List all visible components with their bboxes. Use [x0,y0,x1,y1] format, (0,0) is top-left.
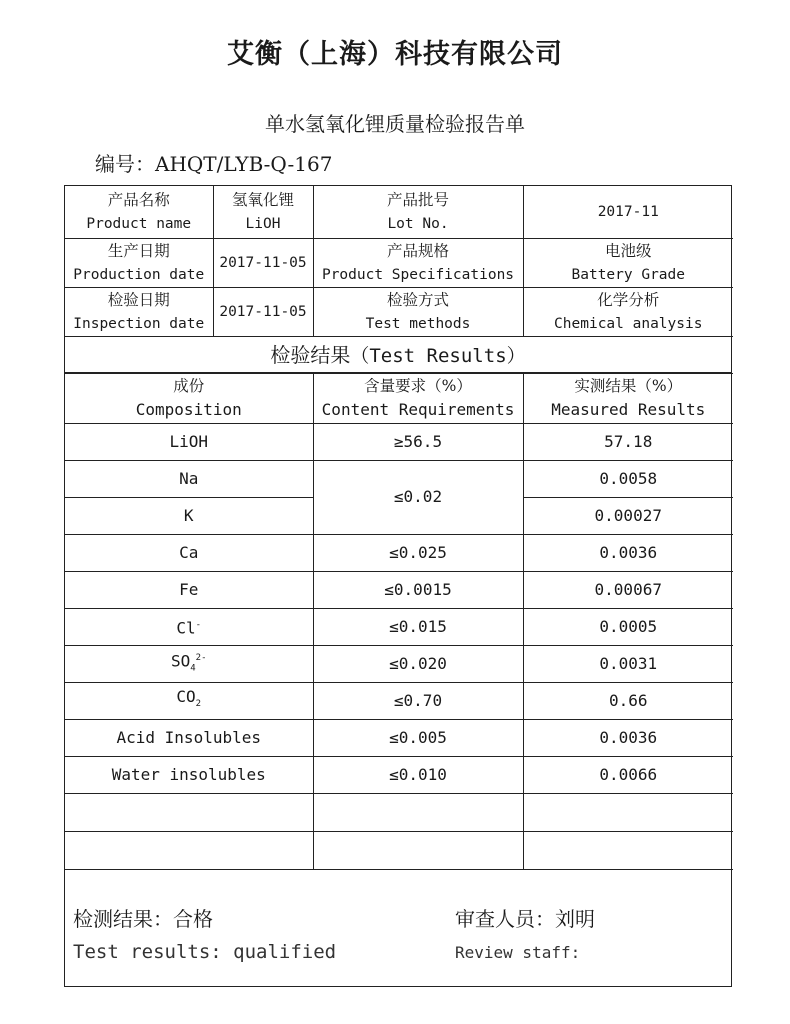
requirement-cell: ≤0.015 [313,608,523,645]
specification-label: 产品规格 Product Specifications [313,238,523,287]
table-row [65,534,733,571]
composition-cell: $SO_4^{2-}$ [65,645,313,682]
table-row [65,571,733,608]
product-name-value: 氢氧化锂 LiOH [213,186,313,238]
requirement-cell: ≥56.5 [313,423,523,460]
requirement-header: 含量要求（%） Content Requirements [313,373,523,423]
requirement-cell: ≤0.0015 [313,571,523,608]
inspection-report-sheet [64,185,732,987]
lot-number-label: 产品批号 Lot No. [313,186,523,238]
composition-cell: Cl- [65,608,313,645]
table-row [65,460,733,497]
specification-value: 电池级 Battery Grade [523,238,733,287]
measured-cell: 0.0031 [523,645,733,682]
empty-row [65,793,733,831]
test-method-value: 化学分析 Chemical analysis [523,287,733,336]
empty-row [65,831,733,869]
composition-cell: Acid Insolubles [65,719,313,756]
requirement-cell: ≤0.010 [313,756,523,793]
results-header-row [65,373,733,423]
measured-cell: 0.0036 [523,534,733,571]
test-result-en: Test results: qualified [73,941,337,963]
reviewer-en: Review staff: [455,943,581,962]
composition-cell: LiOH [65,423,313,460]
test-results-table [65,373,733,870]
production-date-value: 2017-11-05 [213,238,313,287]
test-results-heading: 检验结果（Test Results） [65,337,731,373]
measured-cell: 0.00067 [523,571,733,608]
product-name-label: 产品名称 Product name [65,186,213,238]
measured-cell: 0.0036 [523,719,733,756]
requirement-cell: ≤0.70 [313,682,523,719]
inspection-date-label: 检验日期 Inspection date [65,287,213,336]
product-info-table [65,186,733,337]
composition-cell: $CO_2$ [65,682,313,719]
info-row-inspection [65,287,733,336]
document-number: 编号：AHQT/LYB-Q-167 [95,152,333,176]
measured-header: 实测结果（%） Measured Results [523,373,733,423]
reviewer-cn: 审查人员：刘明 [455,907,595,931]
table-row [65,645,733,682]
composition-cell: Ca [65,534,313,571]
table-row [65,719,733,756]
measured-cell: 57.18 [523,423,733,460]
requirement-cell: ≤0.005 [313,719,523,756]
measured-cell: 0.0005 [523,608,733,645]
report-title: 单水氢氧化锂质量检验报告单 [265,112,525,136]
table-row [65,608,733,645]
production-date-label: 生产日期 Production date [65,238,213,287]
composition-cell: K [65,497,313,534]
requirement-cell: ≤0.025 [313,534,523,571]
measured-cell: 0.66 [523,682,733,719]
composition-cell: Water insolubles [65,756,313,793]
measured-cell: 0.0066 [523,756,733,793]
table-row [65,682,733,719]
report-footer [65,875,731,986]
info-row-production [65,238,733,287]
measured-cell: 0.00027 [523,497,733,534]
table-row [65,423,733,460]
requirement-cell: ≤0.02 [313,460,523,534]
composition-header: 成份 Composition [65,373,313,423]
requirement-cell: ≤0.020 [313,645,523,682]
measured-cell: 0.0058 [523,460,733,497]
composition-cell: Fe [65,571,313,608]
company-name: 艾衡（上海）科技有限公司 [227,39,563,70]
test-method-label: 检验方式 Test methods [313,287,523,336]
inspection-date-value: 2017-11-05 [213,287,313,336]
info-row-product [65,186,733,238]
lot-number-value: 2017-11 [523,186,733,238]
composition-cell: Na [65,460,313,497]
table-row [65,756,733,793]
test-result-cn: 检测结果：合格 [73,907,213,931]
